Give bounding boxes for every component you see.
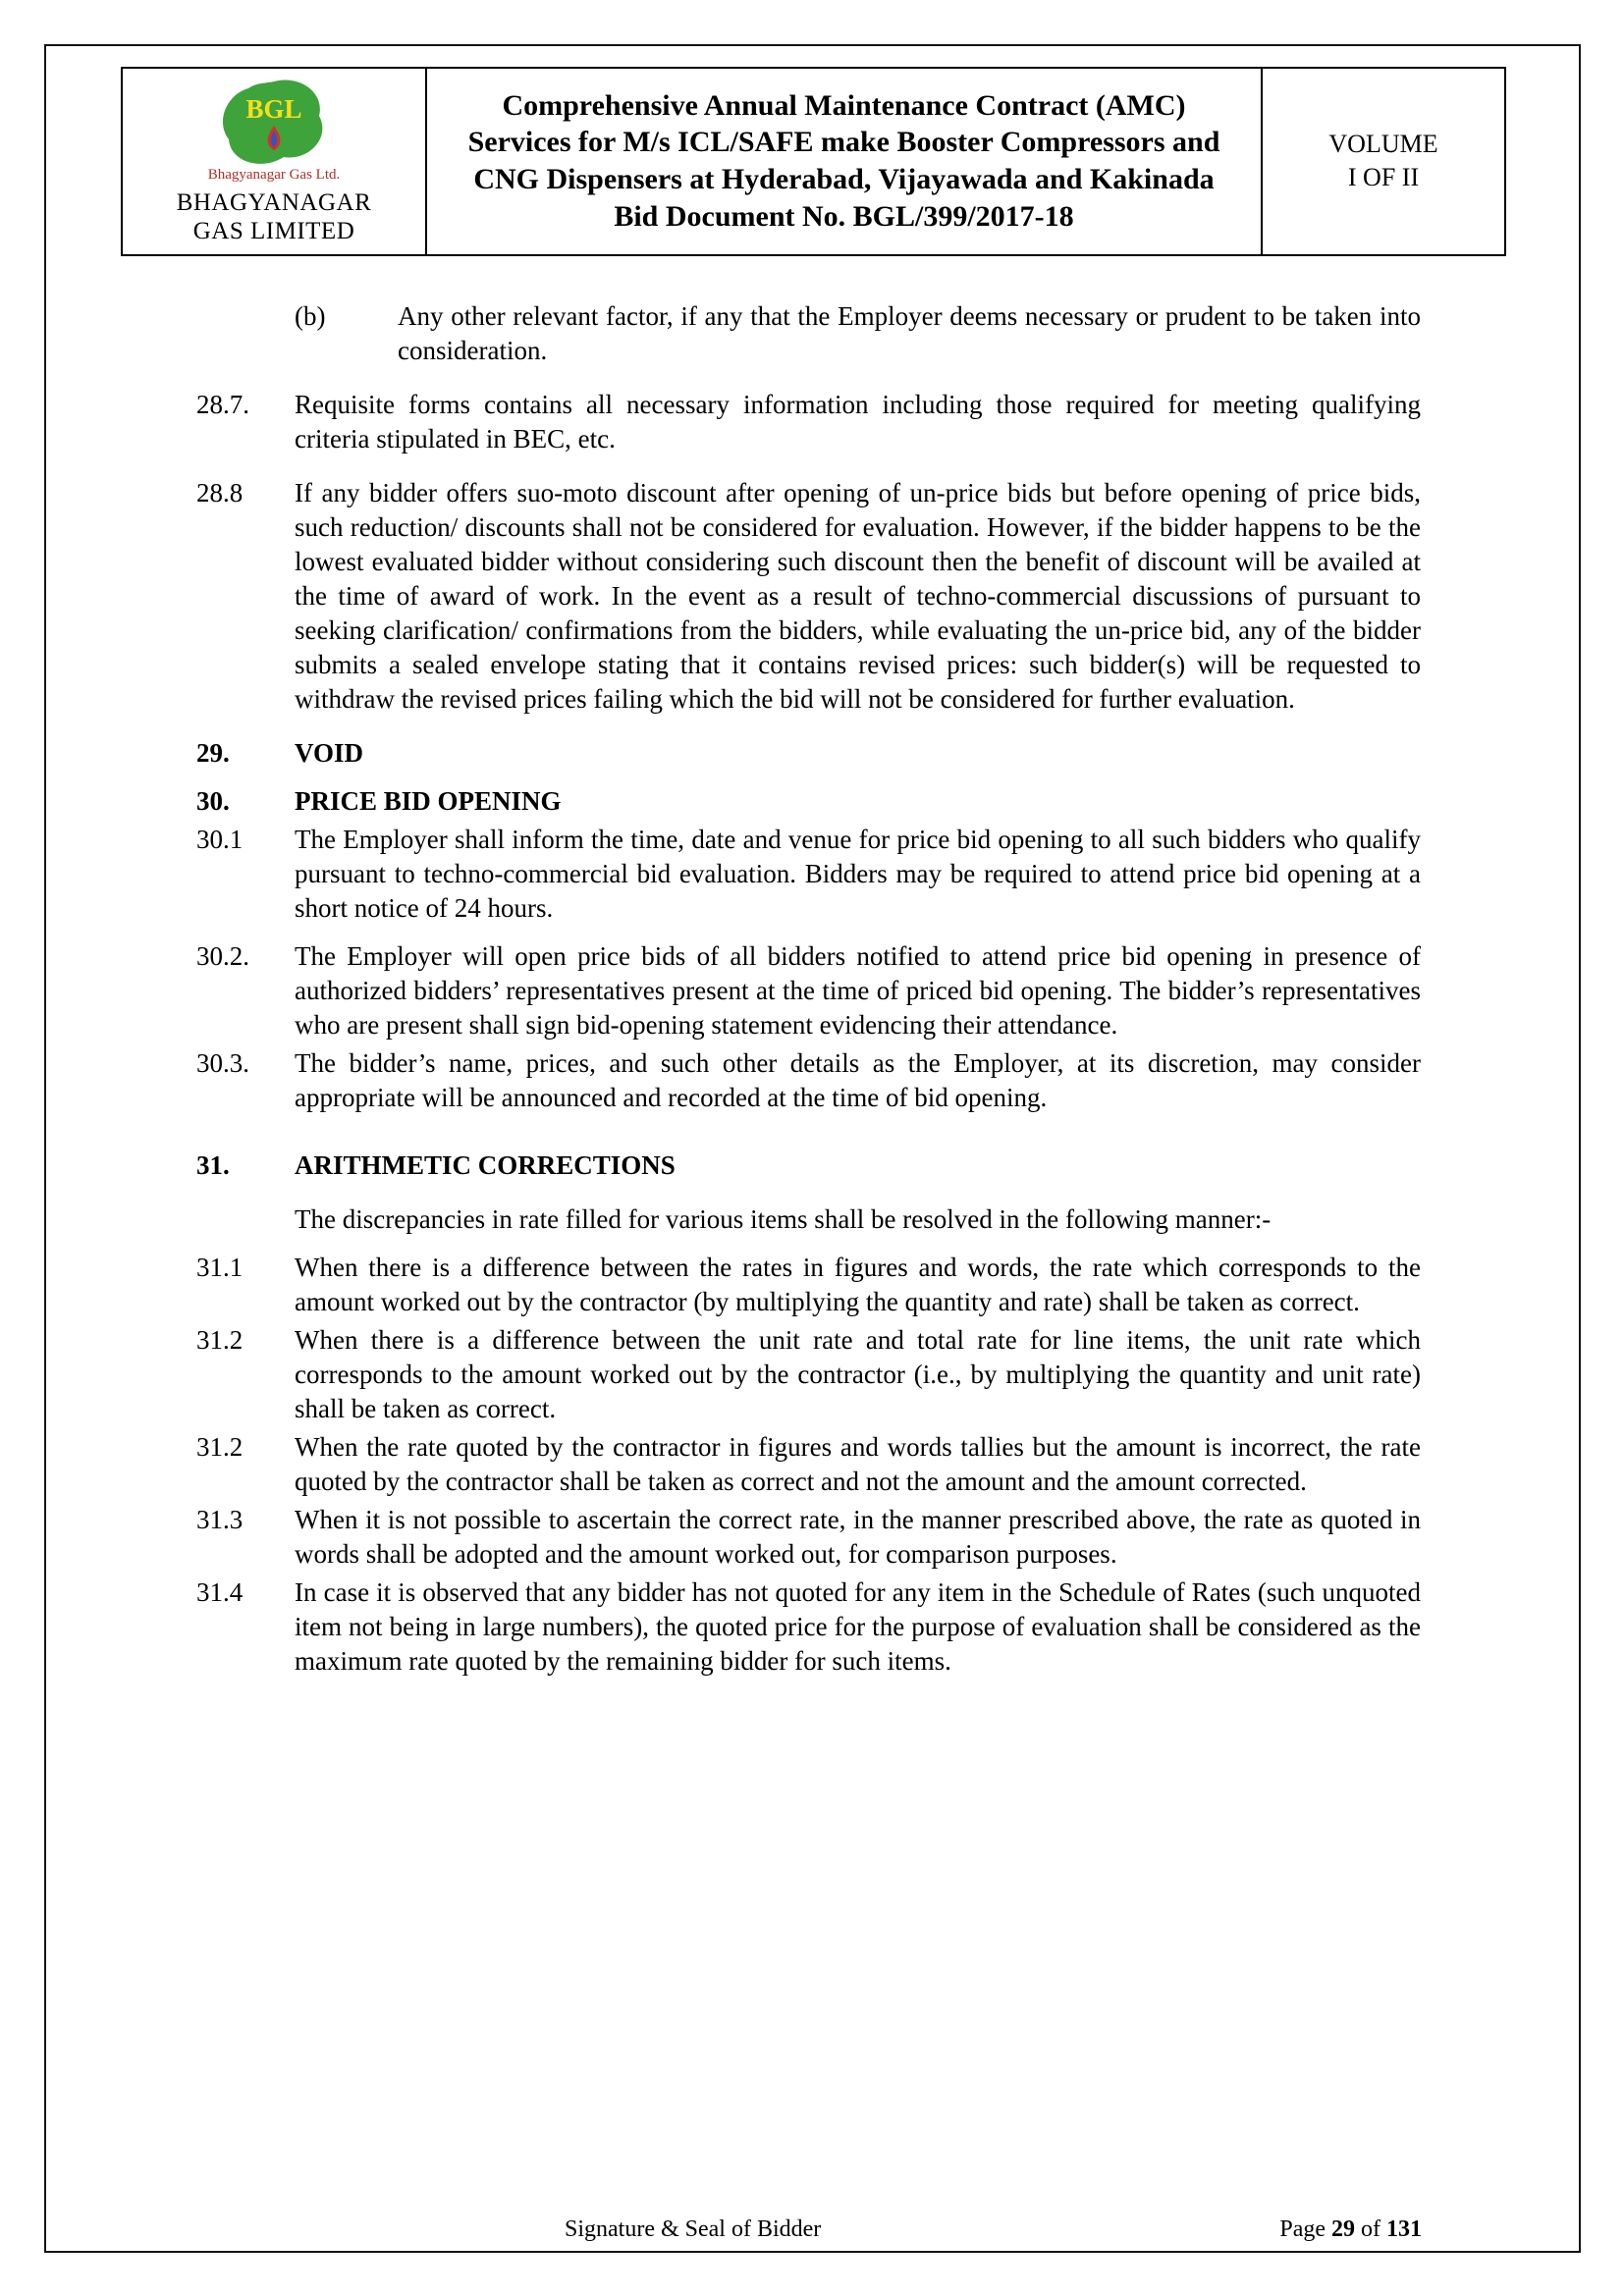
section-text: The Employer shall inform the time, date and venue for price bid opening to all such bidders who qualify pursuant to techno-commercial bid evaluation. Bidders may be required to attend price bid opening at a short notice of 24 hours. xyxy=(295,824,1421,923)
page-indicator xyxy=(1279,2216,1422,2243)
section-text: The discrepancies in rate filled for various items shall be resolved in the following manner:- xyxy=(295,1203,1272,1234)
bgl-logo-icon xyxy=(213,77,335,171)
section-text: In case it is observed that any bidder has not quoted for any item in the Schedule of Rates (such unquoted item not being in large numbers), the quoted price for the purpose of evaluation shall be considered as the maximum rate quoted by the remaining bidder for such items. xyxy=(295,1576,1421,1676)
section-number: 28.8 xyxy=(196,477,244,507)
section-number: 28.7. xyxy=(196,389,249,419)
section-number: 30. xyxy=(196,785,230,816)
organization-name xyxy=(177,189,372,246)
page-prefix: Page xyxy=(1279,2216,1326,2242)
page-number: 29 xyxy=(1331,2216,1355,2242)
organization-name-line1: BHAGYANAGAR xyxy=(176,189,372,216)
section-paragraph xyxy=(196,388,1421,456)
section-paragraph xyxy=(196,476,1421,717)
section-text: Requisite forms contains all necessary information including those required for meeting qualifying criteria stipulated in BEC, etc. xyxy=(295,389,1421,454)
section-text: When the rate quoted by the contractor in figures and words tallies but the amount is incorrect, the rate quoted by the contractor shall be taken as correct and not the amount and the amount corrected. xyxy=(295,1431,1421,1496)
of-label: of xyxy=(1361,2216,1380,2242)
section-text: When it is not possible to ascertain the correct rate, in the manner prescribed above, the rate as quoted in words shall be adopted and the amount worked out, for comparison purposes. xyxy=(295,1504,1421,1569)
document-title: Comprehensive Annual Maintenance Contract (AMC) Services for M/s ICL/SAFE make Booster Compressors and CNG Dispensers at Hyderabad, Vijayawada and Kakinada xyxy=(467,88,1220,196)
section-text: VOID xyxy=(295,737,363,768)
section-paragraph xyxy=(196,1430,1421,1499)
signature-label: Signature & Seal of Bidder xyxy=(565,2216,822,2242)
section-number: 31.3 xyxy=(196,1504,244,1534)
section-number: 31.1 xyxy=(196,1252,244,1282)
page-border xyxy=(44,44,1581,2253)
document-header xyxy=(121,67,1506,256)
section-paragraph xyxy=(196,939,1421,1042)
section-paragraph xyxy=(196,1202,1421,1237)
section-number: 31.2 xyxy=(196,1431,244,1462)
section-number: 31.4 xyxy=(196,1576,244,1607)
volume-cell xyxy=(1263,69,1504,254)
logo-subtitle: Bhagyanagar Gas Ltd. xyxy=(207,167,341,183)
section-text: Any other relevant factor, if any that the Employer deems necessary or prudent to be taken into consideration. xyxy=(398,300,1421,365)
section-number: 30.1 xyxy=(196,824,244,854)
volume-label-line1: VOLUME xyxy=(1328,130,1438,159)
section-number: 31. xyxy=(196,1149,230,1180)
section-paragraph xyxy=(196,823,1421,926)
section-number xyxy=(196,1202,295,1237)
bid-document-number: Bid Document No. BGL/399/2017-18 xyxy=(614,200,1074,234)
section-paragraph xyxy=(196,1503,1421,1572)
section-text: If any bidder offers suo-moto discount after opening of un-price bids but before opening of price bids, such reduction/ discounts shall not be considered for evaluation. However, if the bidder happens to be the lowest evaluated bidder without considering such discount then the benefit of discount will be availed at the time of award of work. In the event as a result of techno-commercial discussions of pursuant to seeking clarification/ confirmations from the bidders, while evaluating the un-price bid, any of the bidder submits a sealed envelope stating that it contains revised prices: such bidder(s) will be requested to withdraw the revised prices failing which the bid will not be considered for further evaluation. xyxy=(295,477,1421,714)
logo-acronym: BGL xyxy=(245,94,302,124)
section-text: ARITHMETIC CORRECTIONS xyxy=(295,1149,676,1180)
section-heading xyxy=(196,736,1421,771)
section-heading xyxy=(196,784,1421,819)
section-number: 29. xyxy=(196,737,230,768)
section-paragraph xyxy=(196,1323,1421,1426)
content-sections xyxy=(196,299,1421,1679)
section-number: 31.2 xyxy=(196,1324,244,1355)
section-paragraph xyxy=(295,299,1421,368)
section-paragraph xyxy=(196,1575,1421,1679)
section-paragraph xyxy=(196,1251,1421,1319)
section-text: The Employer will open price bids of all bidders notified to attend price bid opening in presence of authorized bidders’ representatives present at the time of priced bid opening. The bidder’s representatives who are present shall sign bid-opening statement evidencing their attendance. xyxy=(295,940,1421,1040)
section-number: 30.2. xyxy=(196,940,249,971)
section-paragraph xyxy=(196,1046,1421,1115)
total-pages: 131 xyxy=(1386,2216,1422,2242)
organization-name-line2: GAS LIMITED xyxy=(192,217,355,244)
section-text: PRICE BID OPENING xyxy=(295,785,562,816)
logo-cell xyxy=(123,69,427,254)
section-number: 30.3. xyxy=(196,1047,249,1078)
section-text: The bidder’s name, prices, and such other details as the Employer, at its discretion, may consider appropriate will be announced and recorded at the time of bid opening. xyxy=(295,1047,1421,1112)
section-heading xyxy=(196,1148,1421,1183)
section-text: When there is a difference between the unit rate and total rate for line items, the unit rate which corresponds to the amount worked out by the contractor (i.e., by multiplying the quantity and unit rate) shall be taken as correct. xyxy=(295,1324,1421,1423)
section-number: (b) xyxy=(295,300,326,331)
page-footer xyxy=(46,2212,1579,2243)
section-text: When there is a difference between the rates in figures and words, the rate which corresponds to the amount worked out by the contractor (by multiplying the quantity and rate) shall be taken as correct. xyxy=(295,1252,1421,1316)
volume-label-line2: I OF II xyxy=(1347,163,1420,192)
title-cell xyxy=(427,69,1263,254)
